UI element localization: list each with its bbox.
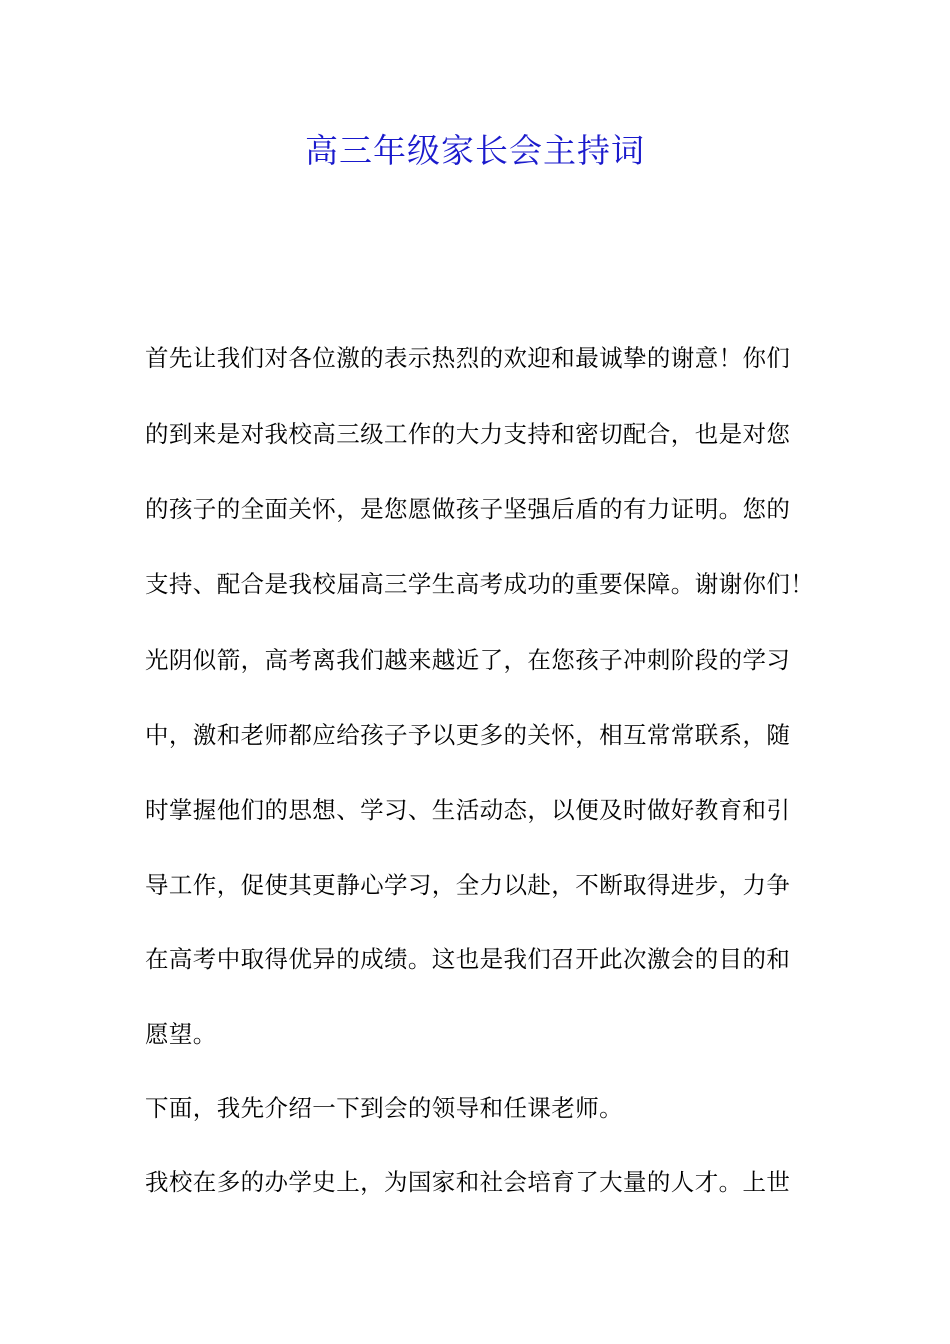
body-line-4: 支持、配合是我校届高三学生高考成功的重要保障。谢谢你们！	[145, 570, 815, 598]
body-line-5: 光阴似箭，高考离我们越来越近了，在您孩子冲刺阶段的学习	[145, 646, 791, 674]
body-line-12: 我校在多的办学史上，为国家和社会培育了大量的人才。上世	[145, 1168, 791, 1196]
body-line-3: 的孩子的全面关怀，是您愿做孩子坚强后盾的有力证明。您的	[145, 495, 791, 523]
document-title: 高三年级家长会主持词	[305, 131, 645, 170]
body-line-6: 中，激和老师都应给孩子予以更多的关怀，相互常常联系，随	[145, 721, 791, 749]
body-line-7: 时掌握他们的思想、学习、生活动态，以便及时做好教育和引	[145, 796, 791, 824]
body-line-1: 首先让我们对各位激的表示热烈的欢迎和最诚挚的谢意！你们	[145, 344, 791, 372]
body-line-11: 下面，我先介绍一下到会的领导和任课老师。	[145, 1094, 623, 1122]
body-line-10: 愿望。	[145, 1020, 217, 1048]
body-line-9: 在高考中取得优异的成绩。这也是我们召开此次激会的目的和	[145, 945, 791, 973]
body-line-2: 的到来是对我校高三级工作的大力支持和密切配合，也是对您	[145, 420, 791, 448]
body-line-8: 导工作，促使其更静心学习，全力以赴，不断取得进步，力争	[145, 871, 791, 899]
